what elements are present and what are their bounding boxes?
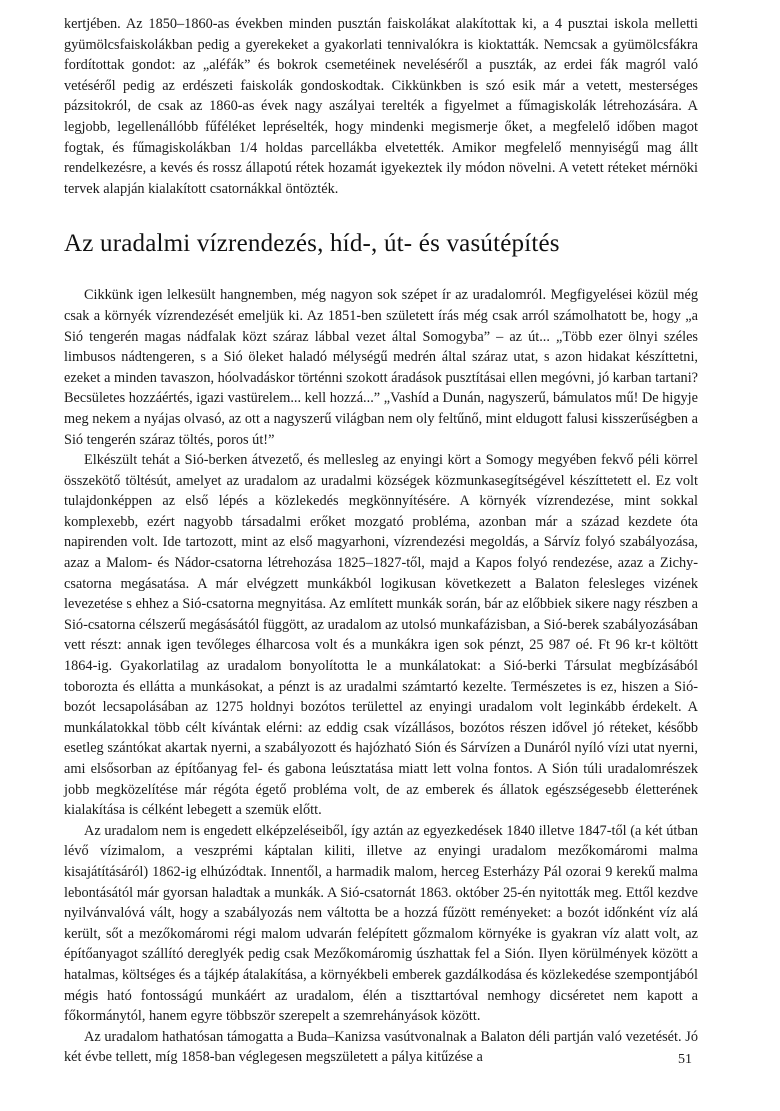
body-paragraph: Az uradalom nem is engedett elképzeléseiből, így aztán az egyezkedések 1840 illetve 1847-től (a két útban lévő vízimalom, a veszprémi káptalan kiliti, illetve az enyingi uradalom mezőkomáromi malma kisajátításáról) 1862-ig elhúzódtak. Innentől, a harmadik malom, herceg Esterházy Pál ozorai 9 kerekű malma lebontásától már gyorsan haladtak a munkák. A Sió-csatornát 1863. október 25-én nyitották meg. Ettől kezdve nyilvánvalóvá vált, hogy a szabályozás nem váltotta be a hozzá fűzött reményeket: a bozót időnként víz alá került, sőt a mezőkomáromi régi malom udvarán felépített gőzmalom környéke is gyakran víz alatt volt, az építőanyagot szállító dereglyék pedig csak Mezőkomáromig úszhattak fel a Sión. Ilyen körülmények között a hatalmas, költséges és a tájkép átalakítása, a környékbeli emberek gazdálkodása és közlekedése szempontjából mégis ható fontosságú munkáért az uradalom, élén a tiszttartóval nemhogy dicséretet nem kapott a főkormánytól, hanem egyre többször szerepelt a szemrehányások között.	[64, 822, 698, 1025]
body-paragraph: Az uradalom hathatósan támogatta a Buda–Kanizsa vasútvonalnak a Balaton déli partján való vezetését. Jó két évbe tellett, míg 1858-ban véglegesen megszületett a pálya kitűzése a	[64, 1028, 698, 1066]
intro-paragraph: kertjében. Az 1850–1860-as években minden pusztán faiskolákat alakítottak ki, a 4 pusztai iskola melletti gyümölcsfaiskolákban pedig a gyerekeket a gyakorlati tennivalókra is kioktatták. Nemcsak a gyümölcsfákra fordítottak gondot: az „aléfák” és bokrok csemetéinek neveléséről a puszták, az erdei fák magról való vetéséről pedig az erdészeti faiskolák gondoskodtak. Cikkünkben is szó esik már a vetett, mesterséges pázsitokról, de csak az 1860-as évek nagy aszályai terelték a figyelmet a fűmagiskolák létrehozására. A legjobb, legellenállóbb fűféléket lepréselték, hogy mindenki megismerje őket, a megfelelő időben magot fogtak, és fűmagiskolákban 1/4 holdas parcellákba elvetették. Amikor megfelelő mennyiségű mag állt rendelkezésre, a kevés és rossz állapotú rétek hozamát igyekeztek ily módon növelni. A vetett réteket mérnöki tervek alapján kialakított csatornákkal öntözték.	[64, 16, 698, 197]
text-column	[64, 14, 698, 1068]
body-paragraph: Elkészült tehát a Sió-berken átvezető, és mellesleg az enyingi kört a Somogy megyében fekvő péli körrel összekötő töltésút, amelyet az uradalom az uradalmi községek közmunkasegítségével készíttetett el. Ez volt tulajdonképpen az első lépés a közlekedés megkönnyítésére. A környék vízrendezése, mint sokkal komplexebb, ezért nagyobb társadalmi erőket mozgató probléma, azonban már a század kezdete óta napirenden volt. Ide tartozott, mint az első magyarhoni, vízrendezési megoldás, a Sárvíz folyó szabályozása, azaz a Malom- és Nádor-csatorna létrehozása 1825–1827-től, majd a Kapos folyó rendezése, azaz a Zichy-csatorna megásatása. A már elvégzett munkákból logikusan következett a Balaton felesleges vizének levezetése s ehhez a Sió-csatorna megnyitása. Az említett munkák során, bár az előbbiek sikere nagy részben a Sió-csatorna célszerű megásásától függött, az uradalom az utolsó munkafázisban, a Sió-berek szabályozásában vett részt: annak igen tevőleges élharcosa volt és a munkákra igen sok pénzt, 25 987 oé. Ft 96 kr-t költött 1864-ig. Gyakorlatilag az uradalom bonyolította le a munkálatokat: a Sió-berki Társulat megbízásából toborozta és ellátta a munkásokat, a pénzt is az uradalmi számtartó kezelte. Természetes is ez, hiszen a Sió-bozót lecsapolásában az 1275 holdnyi bozótos területtel az enyingi uradalom volt leginkább érdekelt. A munkálatokkal több célt kívántak elérni: az eddig csak vízállásos, bozótos részen idővel jó réteket, később esetleg szántókat akartak nyerni, a szabályozott és hajózható Sión és Sárvízen a Dunáról nyíló vízi utat nyerni, ami elsősorban az építőanyag fel- és gabona leúsztatása miatt lett volna fontos. A Sión túli uradalomrészek jobb megközelítése már régóta égető probléma volt, de az emberek és állatok egészségesebb életterének kialakítása is célként lebegett a szemük előtt.	[64, 452, 698, 819]
page-number: 51	[678, 1052, 692, 1067]
body-paragraph: Cikkünk igen lelkesült hangnemben, még nagyon sok szépet ír az uradalomról. Megfigyelései közül még csak a környék vízrendezését emeljük ki. Az 1851-ben született írás még csak arról számolhatott be, hogy „a Sió tengerén magas nádfalak közt száraz lábbal vezet által Somogyba” – az út... „Több ezer ölnyi széles limbusos nádtengeren, s a Sió öleket haladó mélységű medrén által száraz utat, s azon hidakat készíttetni, ezeket a minden tavaszon, hóolvadáskor történni szokott áradások pusztításai ellen megóvni, jó karban tartani? Becsületes hozzáértés, igazi vastürelem... kell hozzá...” „Vashíd a Dunán, nagyszerű, bámulatos mű! De higyje meg nekem a nyájas olvasó, az ott a nagyszerű világban nem oly feltűnő, mint eldugott falusi kisszerűségben a Sió tengerén száraz töltés, poros út!”	[64, 287, 699, 448]
section-title: Az uradalmi vízrendezés, híd-, út- és vasútépítés	[64, 230, 560, 258]
